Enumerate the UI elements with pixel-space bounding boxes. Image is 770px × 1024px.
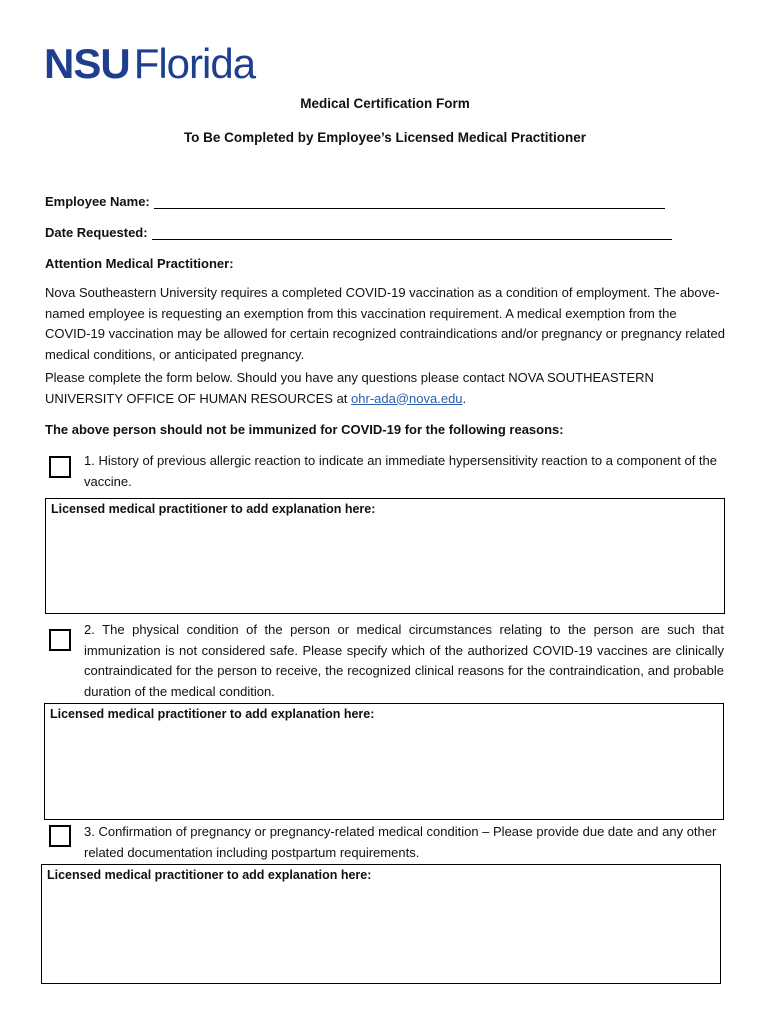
reason-1-text: 1. History of previous allergic reaction to indicate an immediate hypersensitivity reaction to a component of the vaccine. xyxy=(84,453,717,489)
contact-paragraph xyxy=(45,368,725,409)
reason-2-explanation-input[interactable] xyxy=(45,724,723,813)
form-subtitle: To Be Completed by Employee’s Licensed Medical Practitioner xyxy=(183,130,587,145)
reason-1-explanation-label: Licensed medical practitioner to add explanation here: xyxy=(51,502,376,516)
reason-3-checkbox[interactable] xyxy=(49,825,71,847)
date-requested-label: Date Requested: xyxy=(45,225,148,240)
reason-1-explanation-box xyxy=(45,498,725,614)
nsu-florida-logo xyxy=(44,40,256,87)
date-requested-row xyxy=(45,225,672,240)
reason-1-explanation-input[interactable] xyxy=(46,519,724,607)
reason-2-explanation-box xyxy=(44,703,724,820)
reasons-heading: The above person should not be immunized for COVID-19 for the following reasons: xyxy=(45,422,564,437)
form-title: Medical Certification Form xyxy=(300,96,470,111)
reason-3-explanation-input[interactable] xyxy=(42,885,720,977)
employee-name-field[interactable] xyxy=(154,194,665,209)
reason-2-text: 2. The physical condition of the person or medical circumstances relating to the person are such that immunization is not considered safe. Please specify which of the authorized COVID-19 vaccines are clinically contraindicated for the person to receive, the recognized clinical reasons for the contraindication, and probable duration of the medical condition. xyxy=(84,622,724,699)
logo-nsu-text: NSU xyxy=(44,40,130,87)
attention-paragraph: Nova Southeastern University requires a completed COVID-19 vaccination as a condition of employment. The above-named employee is requesting an exemption from this vaccination requirement. A medical exemption from the COVID-19 vaccination may be allowed for certain recognized contraindications and/or pregnancy or pregnancy related medical conditions, or anticipated pregnancy. xyxy=(45,285,725,362)
reason-2-checkbox[interactable] xyxy=(49,629,71,651)
reason-3-text: 3. Confirmation of pregnancy or pregnancy-related medical condition – Please provide due date and any other related documentation including postpartum requirements. xyxy=(84,824,717,860)
employee-name-row xyxy=(45,194,665,209)
contact-suffix: . xyxy=(462,390,467,406)
contact-text: Please complete the form below. Should you have any questions please contact NOVA SOUTHEASTERN UNIVERSITY OFFICE OF HUMAN RESOURCES at xyxy=(45,370,654,406)
date-requested-field[interactable] xyxy=(152,225,672,240)
reason-2-explanation-label: Licensed medical practitioner to add explanation here: xyxy=(50,707,375,721)
contact-email-link[interactable]: ohr-ada@nova.edu xyxy=(351,390,463,406)
reason-3-explanation-label: Licensed medical practitioner to add explanation here: xyxy=(47,868,372,882)
logo-florida-text: Florida xyxy=(133,40,256,87)
employee-name-label: Employee Name: xyxy=(45,194,150,209)
attention-heading: Attention Medical Practitioner: xyxy=(45,256,234,271)
reason-3-explanation-box xyxy=(41,864,721,984)
reason-1-checkbox[interactable] xyxy=(49,456,71,478)
